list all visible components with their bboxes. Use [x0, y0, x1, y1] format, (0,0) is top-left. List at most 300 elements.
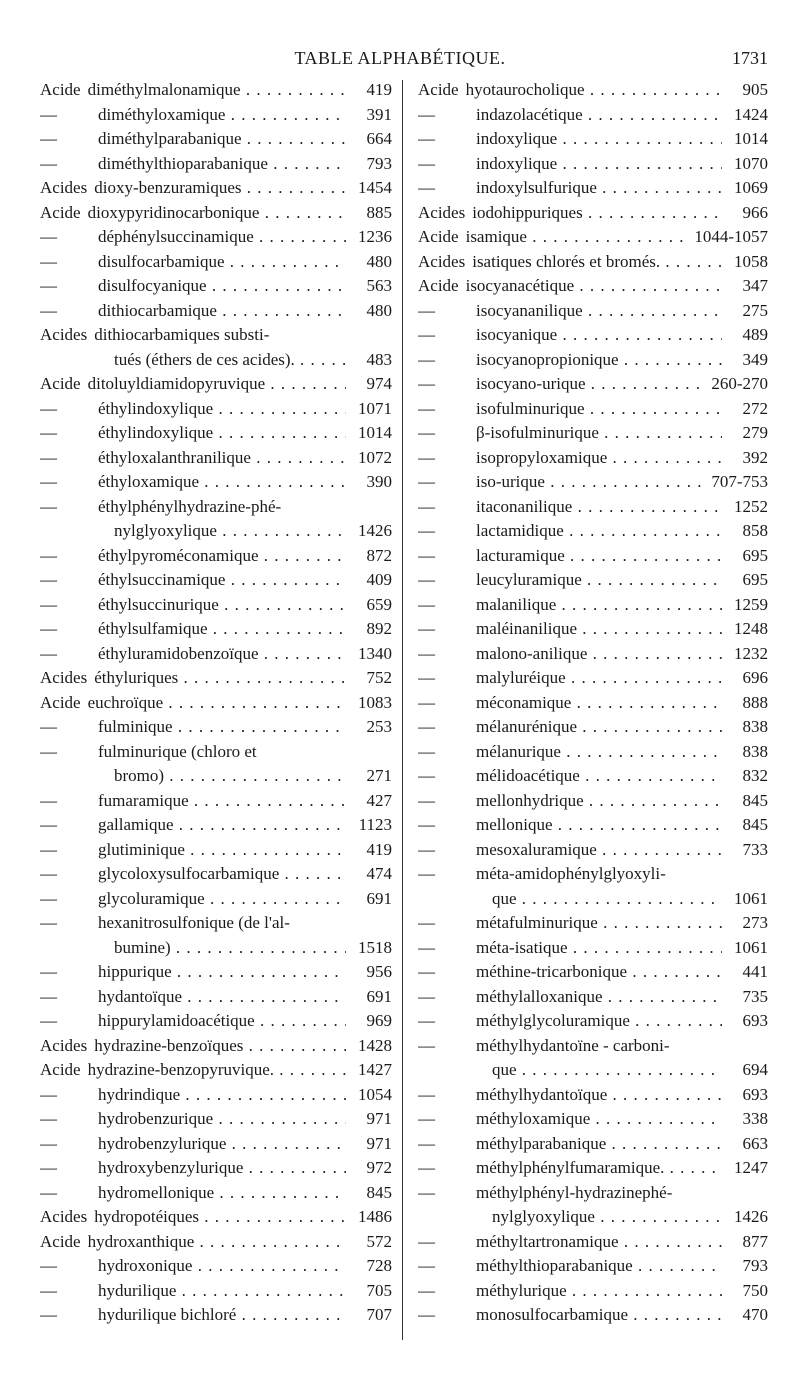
index-entry: [418, 985, 768, 1010]
entry-name: méthylhydantoïne - carboni-: [476, 1035, 670, 1055]
index-entry: [418, 1303, 768, 1328]
index-entry: [40, 936, 392, 961]
index-entry: [40, 397, 392, 422]
index-entry: [40, 372, 392, 397]
entry-page: 419: [366, 839, 392, 859]
entry-name: malono-anilique . . .: [476, 642, 722, 667]
index-entry: [40, 642, 392, 667]
entry-page: 694: [742, 1060, 768, 1079]
entry-page: 1340: [358, 643, 392, 663]
entry-lead: —: [40, 1256, 57, 1275]
index-entry: [418, 127, 768, 152]
entry-lead: —: [418, 496, 435, 516]
entry-name: malyluréique . . .: [476, 666, 722, 691]
entry-lead: —: [418, 1305, 435, 1324]
entry-page: 707: [366, 1305, 392, 1324]
entry-name: diméthyloxamique . . .: [98, 103, 346, 128]
entry-page: [346, 911, 392, 936]
entry-page: 1058: [734, 251, 768, 271]
entry-page: 966: [742, 202, 768, 222]
index-entry: [40, 789, 392, 814]
entry-name: méta-amidophénylglyoxyli-: [476, 864, 666, 883]
entry-name: diméthylmalonamique . . .: [88, 78, 346, 103]
entry-name: disulfocarbamique . . .: [98, 250, 346, 275]
index-entry: [40, 568, 392, 593]
entry-name: fulminurique (chloro et: [98, 741, 257, 761]
entry-lead: —: [418, 325, 435, 344]
index-entry: [40, 1254, 392, 1279]
entry-name: itaconanilique . . .: [476, 495, 722, 520]
entry-page: 1232: [734, 643, 768, 663]
entry-name: hydrazine-benzopyruvique. . . .: [88, 1058, 346, 1083]
entry-lead: —: [418, 1084, 435, 1104]
index-entry: [418, 103, 768, 128]
index-entry: [418, 470, 768, 495]
entry-name: hydroxanthique . . .: [88, 1230, 346, 1255]
index-entry: [40, 1083, 392, 1108]
entry-name: méthylparabanique . . .: [476, 1132, 722, 1157]
index-entry: [418, 789, 768, 814]
index-entry: [40, 960, 392, 985]
index-entry: [418, 1279, 768, 1304]
entry-name: indazolacétique . . .: [476, 103, 722, 128]
entry-name: mellonhydrique . . .: [476, 789, 722, 814]
entry-lead: —: [418, 594, 435, 614]
entry-name: méthylalloxanique . . .: [476, 985, 722, 1010]
entry-lead: —: [40, 864, 57, 883]
entry-lead: —: [418, 790, 435, 810]
entry-lead: —: [40, 472, 57, 491]
entry-page: [346, 740, 392, 765]
entry-name: hydurilique . . .: [98, 1279, 346, 1304]
entry-page: 956: [366, 962, 392, 981]
index-entry: [40, 1034, 392, 1059]
entry-name: éthylindoxylique . . .: [98, 421, 346, 446]
index-entry: [418, 372, 768, 397]
entry-lead: [418, 1205, 492, 1230]
entry-lead: —: [418, 986, 435, 1006]
entry-name: dithiocarbamiques substi-: [94, 325, 270, 344]
entry-page: 888: [742, 692, 768, 712]
entry-lead: —: [40, 545, 57, 565]
entry-name: mélanurique . . .: [476, 740, 722, 765]
entry-page: 793: [366, 153, 392, 173]
entry-name: éthyloxalanthranilique . . .: [98, 446, 346, 471]
entry-lead: —: [418, 153, 435, 173]
entry-page: 693: [742, 1011, 768, 1030]
entry-page: 392: [742, 447, 768, 467]
entry-name: mélidoacétique . . .: [476, 764, 722, 789]
index-entry: [40, 813, 392, 838]
entry-page: 728: [366, 1256, 392, 1275]
entry-lead: —: [418, 1133, 435, 1153]
entry-page: 838: [742, 741, 768, 761]
entry-lead: —: [40, 962, 57, 981]
index-entry: [418, 691, 768, 716]
entry-page: 480: [366, 251, 392, 271]
entry-name: méthylglycoluramique . . .: [476, 1009, 722, 1034]
entry-lead: —: [418, 937, 435, 957]
entry-name: isocyano-urique . . .: [476, 372, 705, 397]
index-entry: [418, 495, 768, 520]
entry-page: 1248: [734, 619, 768, 638]
entry-lead: —: [40, 1109, 57, 1128]
entry-page: 279: [742, 423, 768, 442]
entry-page: [346, 323, 392, 348]
entry-name: méthylphényl-hydrazinephé-: [476, 1182, 673, 1202]
entry-page: 971: [366, 1109, 392, 1128]
index-entry: [40, 421, 392, 446]
entry-lead: —: [40, 1011, 57, 1030]
index-entry: [418, 348, 768, 373]
entry-page: 1071: [358, 398, 392, 418]
column-divider: [402, 80, 403, 1340]
entry-lead: —: [418, 349, 435, 369]
entry-lead: —: [40, 1158, 57, 1177]
entry-page: 1236: [358, 227, 392, 246]
entry-lead: —: [418, 1011, 435, 1030]
entry-name: disulfocyanique . . .: [98, 274, 346, 299]
entry-page: 974: [366, 374, 392, 393]
index-entry: [418, 1083, 768, 1108]
entry-page: 845: [742, 815, 768, 834]
entry-lead: [418, 1058, 492, 1083]
index-entry: [418, 813, 768, 838]
entry-lead: —: [418, 1280, 435, 1300]
index-entry: [40, 911, 392, 936]
entry-name: méthylurique . . .: [476, 1279, 722, 1304]
entry-name: malanilique . . .: [476, 593, 722, 618]
entry-lead: [40, 764, 114, 789]
entry-name: glycoloxysulfocarbamique . . .: [98, 862, 346, 887]
entry-name: que . . .: [492, 887, 722, 912]
entry-name: isocyanopropionique . . .: [476, 348, 722, 373]
entry-page: 572: [366, 1231, 392, 1251]
entry-page: 1061: [734, 937, 768, 957]
entry-page: 733: [742, 839, 768, 859]
entry-lead: —: [418, 1109, 435, 1128]
entry-lead: —: [40, 594, 57, 614]
entry-name: hydroxonique . . .: [98, 1254, 346, 1279]
entry-lead: —: [40, 741, 57, 761]
entry-page: 273: [742, 913, 768, 932]
index-entry: [40, 1107, 392, 1132]
right-column: [418, 78, 768, 1328]
entry-name: hydantoïque . . .: [98, 985, 346, 1010]
index-entry: [40, 1181, 392, 1206]
index-entry: [418, 593, 768, 618]
entry-lead: —: [418, 521, 435, 540]
entry-name: maléinanilique . . .: [476, 617, 722, 642]
entry-page: [722, 1181, 768, 1206]
entry-name: éthyluriques . . .: [94, 666, 346, 691]
entry-name: isatiques chlorés et bromés. . . .: [472, 250, 722, 275]
entry-name: dioxy-benzuramiques . . .: [94, 176, 346, 201]
entry-lead: —: [418, 1182, 435, 1202]
entry-name: méconamique . . .: [476, 691, 722, 716]
index-entry: [418, 274, 768, 299]
entry-page: 971: [366, 1133, 392, 1153]
entry-lead: [40, 936, 114, 961]
index-entry: [40, 127, 392, 152]
entry-page: 858: [742, 521, 768, 540]
entry-page: 1044-1057: [694, 227, 768, 246]
entry-name: hyotaurocholique . . .: [466, 78, 722, 103]
entry-lead: —: [418, 619, 435, 638]
entry-page: 1072: [358, 447, 392, 467]
entry-name: hydrazine-benzoïques . . .: [94, 1034, 346, 1059]
entry-page: 391: [366, 104, 392, 124]
entry-name: fumaramique . . .: [98, 789, 346, 814]
index-entry: [418, 568, 768, 593]
entry-lead: —: [418, 717, 435, 736]
entry-name: isocyanacétique . . .: [466, 274, 722, 299]
entry-page: 1518: [358, 937, 392, 957]
entry-page: 707-753: [711, 472, 768, 491]
entry-lead: —: [40, 423, 57, 442]
entry-lead: —: [40, 496, 57, 516]
index-entry: [40, 1303, 392, 1328]
entry-page: 409: [366, 570, 392, 589]
entry-lead: —: [418, 913, 435, 932]
index-entry: [40, 201, 392, 226]
index-entry: [40, 1279, 392, 1304]
index-entry: [40, 666, 392, 691]
entry-name: méthylhydantoïque . . .: [476, 1083, 722, 1108]
entry-lead: [40, 519, 114, 544]
index-entry: [418, 1132, 768, 1157]
entry-lead: —: [418, 1158, 435, 1177]
entry-lead: —: [418, 570, 435, 589]
entry-page: 338: [742, 1109, 768, 1128]
entry-name: β-isofulminurique . . .: [476, 421, 722, 446]
entry-lead: —: [40, 153, 57, 173]
index-entry: [418, 1156, 768, 1181]
entry-name: iodohippuriques . . .: [472, 201, 722, 226]
entry-lead: —: [418, 129, 435, 148]
index-entry: [40, 1156, 392, 1181]
entry-name: hydurilique bichloré . . .: [98, 1303, 346, 1328]
entry-lead: Acide: [40, 374, 81, 393]
index-entry: [40, 1009, 392, 1034]
entry-name: méthyloxamique . . .: [476, 1107, 722, 1132]
entry-name: indoxylique . . .: [476, 152, 722, 177]
entry-lead: —: [418, 374, 435, 393]
index-entry: [40, 470, 392, 495]
entry-lead: —: [40, 104, 57, 124]
entry-name: méthylphénylfumaramique. . . .: [476, 1156, 722, 1181]
entry-lead: —: [40, 227, 57, 246]
index-entry: [40, 446, 392, 471]
entry-lead: —: [418, 447, 435, 467]
index-entry: [40, 1205, 392, 1230]
index-entry: [418, 1058, 768, 1083]
entry-page: 347: [742, 276, 768, 295]
entry-lead: —: [418, 398, 435, 418]
entry-name: diméthylthioparabanique . . .: [98, 152, 346, 177]
index-entry: [40, 715, 392, 740]
index-entry: [418, 715, 768, 740]
entry-name: déphénylsuccinamique . . .: [98, 225, 346, 250]
entry-page: 885: [366, 202, 392, 222]
entry-page: 474: [366, 864, 392, 883]
entry-lead: —: [418, 864, 435, 883]
entry-page: 483: [366, 349, 392, 369]
entry-lead: —: [40, 251, 57, 271]
entry-name: isocyananilique . . .: [476, 299, 722, 324]
entry-lead: Acides: [40, 325, 88, 344]
entry-page: 480: [366, 300, 392, 320]
entry-lead: Acide: [418, 276, 459, 295]
index-entry: [40, 617, 392, 642]
entry-lead: Acides: [418, 251, 466, 271]
entry-page: 1426: [734, 1207, 768, 1226]
left-column: [40, 78, 392, 1328]
entry-page: 905: [742, 80, 768, 99]
index-entry: [418, 1205, 768, 1230]
entry-page: 419: [366, 80, 392, 99]
entry-page: 1252: [734, 496, 768, 516]
index-entry: [40, 887, 392, 912]
entry-lead: —: [40, 790, 57, 810]
entry-page: 349: [742, 349, 768, 369]
entry-lead: —: [40, 129, 57, 148]
index-entry: [40, 348, 392, 373]
entry-name: hydrobenzylurique . . .: [98, 1132, 346, 1157]
entry-page: 845: [366, 1182, 392, 1202]
entry-name: indoxylique . . .: [476, 127, 722, 152]
entry-name: hydrindique . . .: [98, 1083, 346, 1108]
index-entry: [418, 1230, 768, 1255]
entry-lead: Acide: [40, 202, 81, 222]
entry-name: métafulminurique . . .: [476, 911, 722, 936]
index-entry: [418, 911, 768, 936]
entry-lead: —: [418, 1231, 435, 1251]
index-entry: [418, 446, 768, 471]
entry-lead: —: [418, 545, 435, 565]
entry-page: 872: [366, 545, 392, 565]
index-entry: [40, 764, 392, 789]
entry-name: hexanitrosulfonique (de l'al-: [98, 913, 290, 932]
index-entry: [418, 176, 768, 201]
index-entry: [40, 225, 392, 250]
entry-page: 390: [366, 472, 392, 491]
index-entry: [418, 78, 768, 103]
entry-lead: Acide: [418, 227, 459, 246]
entry-page: 838: [742, 717, 768, 736]
entry-lead: —: [40, 1305, 57, 1324]
entry-name: iso-urique . . .: [476, 470, 705, 495]
entry-name: hydroxybenzylurique . . .: [98, 1156, 346, 1181]
entry-page: 260-270: [711, 374, 768, 393]
entry-lead: —: [40, 619, 57, 638]
entry-lead: Acides: [40, 668, 88, 687]
entry-name: lactamidique . . .: [476, 519, 722, 544]
entry-page: 1486: [358, 1207, 392, 1226]
entry-lead: —: [40, 913, 57, 932]
entry-lead: —: [40, 643, 57, 663]
entry-page: 892: [366, 619, 392, 638]
index-entry: [418, 740, 768, 765]
entry-name: lacturamique . . .: [476, 544, 722, 569]
entry-page: 1259: [734, 594, 768, 614]
entry-name: fulminique . . .: [98, 715, 346, 740]
entry-name: nylglyoxylique . . .: [492, 1205, 722, 1230]
entry-lead: —: [418, 104, 435, 124]
entry-lead: —: [418, 668, 435, 687]
entry-lead: —: [40, 717, 57, 736]
entry-page: 693: [742, 1084, 768, 1104]
entry-lead: —: [40, 839, 57, 859]
entry-page: 1014: [734, 129, 768, 148]
index-entry: [40, 323, 392, 348]
index-entry: [40, 250, 392, 275]
index-entry: [40, 495, 392, 520]
entry-page: 1069: [734, 178, 768, 197]
entry-lead: Acide: [40, 692, 81, 712]
entry-lead: —: [418, 692, 435, 712]
index-entry: [418, 642, 768, 667]
entry-name: diméthylparabanique . . .: [98, 127, 346, 152]
entry-page: 696: [742, 668, 768, 687]
index-entry: [40, 152, 392, 177]
entry-name: isamique . . .: [466, 225, 689, 250]
entry-page: 1424: [734, 104, 768, 124]
entry-name: éthyloxamique . . .: [98, 470, 346, 495]
entry-page: 695: [742, 545, 768, 565]
entry-page: 705: [366, 1280, 392, 1300]
entry-page: 1070: [734, 153, 768, 173]
entry-page: 470: [742, 1305, 768, 1324]
index-entry: [418, 421, 768, 446]
index-entry: [418, 250, 768, 275]
entry-page: 1054: [358, 1084, 392, 1104]
entry-lead: Acide: [418, 80, 459, 99]
entry-name: mellonique . . .: [476, 813, 722, 838]
index-entry: [418, 936, 768, 961]
entry-page: 489: [742, 325, 768, 344]
entry-page: 832: [742, 766, 768, 785]
entry-name: isofulminurique . . .: [476, 397, 722, 422]
entry-name: isopropyloxamique . . .: [476, 446, 722, 471]
entry-lead: —: [40, 1182, 57, 1202]
entry-name: méthylthioparabanique . . .: [476, 1254, 722, 1279]
entry-name: éthylpyroméconamique . . .: [98, 544, 346, 569]
entry-name: dithiocarbamique . . .: [98, 299, 346, 324]
entry-page: 1014: [358, 423, 392, 442]
entry-lead: —: [418, 1256, 435, 1275]
entry-page: [722, 1034, 768, 1059]
index-entry: [418, 225, 768, 250]
entry-page: 750: [742, 1280, 768, 1300]
entry-lead: —: [40, 447, 57, 467]
index-entry: [418, 617, 768, 642]
index-entry: [418, 152, 768, 177]
entry-page: 972: [366, 1158, 392, 1177]
entry-name: éthylsuccinamique . . .: [98, 568, 346, 593]
entry-name: bumine) . . .: [114, 936, 346, 961]
entry-lead: —: [418, 839, 435, 859]
entry-name: leucyluramique . . .: [476, 568, 722, 593]
entry-page: 969: [366, 1011, 392, 1030]
entry-name: tués (éthers de ces acides). . . .: [114, 348, 346, 373]
index-entry: [40, 691, 392, 716]
entry-lead: —: [418, 643, 435, 663]
entry-lead: —: [418, 766, 435, 785]
entry-lead: —: [418, 178, 435, 197]
entry-page: 271: [366, 766, 392, 785]
entry-lead: —: [40, 570, 57, 589]
